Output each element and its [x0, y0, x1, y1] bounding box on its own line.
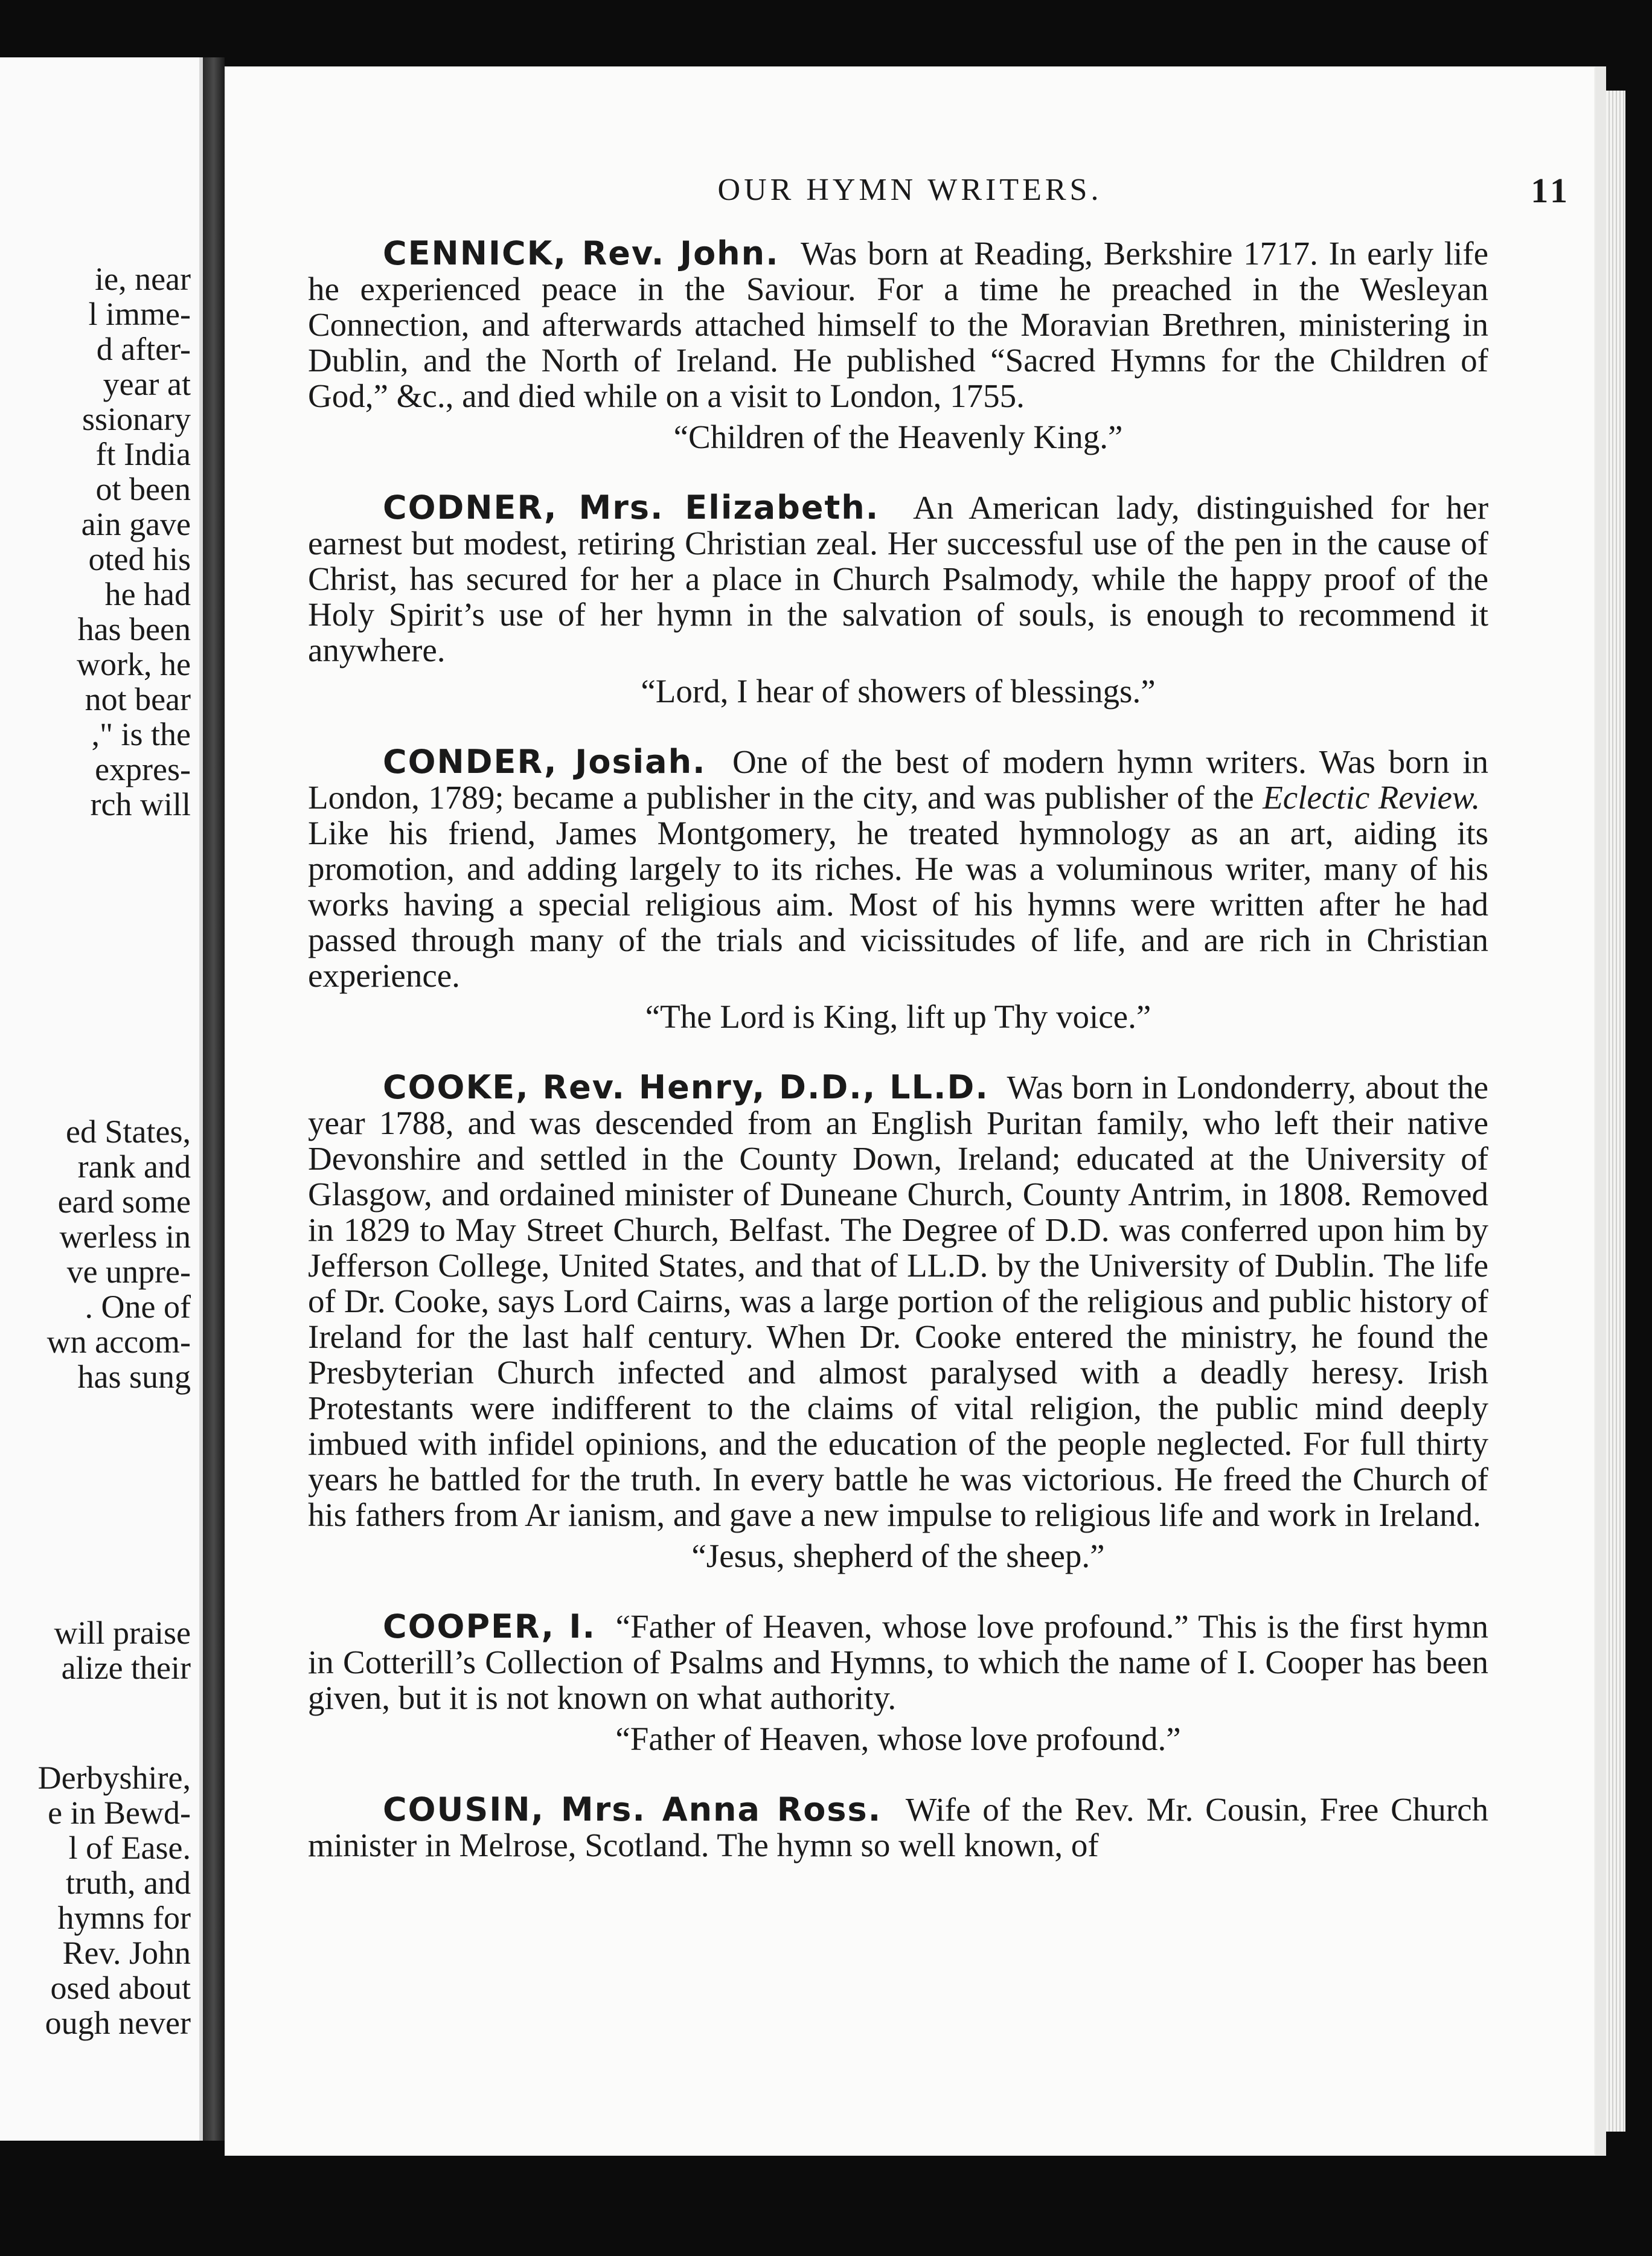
entry-cooper [308, 1609, 1488, 1758]
left-fragment: Derbyshire, [37, 1760, 191, 1796]
right-page [225, 66, 1606, 2156]
left-fragment: rch will [90, 786, 191, 822]
left-fragment: ot been [95, 471, 191, 507]
entry-name: COOPER, I. [383, 1607, 596, 1646]
left-fragment: year at [103, 366, 191, 402]
left-fragment: expres- [95, 751, 191, 787]
entry-text: Wife of the Rev. Mr. Cousin, Free Church minister in Melrose, Scotland. The hymn so well known, of [308, 1791, 1489, 1863]
left-fragment: Rev. John [62, 1935, 191, 1971]
left-fragment: . One of [85, 1289, 191, 1325]
left-fragment: ed States, [66, 1114, 191, 1150]
left-fragment: e in Bewd- [48, 1795, 191, 1831]
left-fragment: l imme- [88, 296, 191, 332]
entry-text: An American lady, distinguished for her earnest but modest, retiring Christian zeal. Her successful use of the pen in the cause of Christ, has secured for her a place in Church Psalmody, while the happy proof of the Holy Spirit’s use of her hymn in the salvation of souls, is enough to recommend it anywhere. [308, 489, 1489, 668]
left-fragment: he had [104, 576, 191, 612]
left-fragment: oted his [88, 541, 191, 577]
left-fragment: work, he [77, 646, 191, 682]
left-fragment: has been [77, 611, 191, 647]
entry-codner [308, 490, 1488, 710]
left-fragment: werless in [59, 1219, 191, 1255]
left-fragment: has sung [77, 1359, 191, 1395]
left-fragment: will praise [54, 1615, 191, 1651]
left-fragment: truth, and [66, 1865, 191, 1901]
hymn-title: “Children of the Heavenly King.” [673, 418, 1123, 455]
left-fragment: ough never [45, 2005, 191, 2041]
left-fragment: ve unpre- [66, 1254, 191, 1290]
entry-name: CODNER, Mrs. Elizabeth. [383, 489, 880, 527]
entry-text: Like his friend, James Montgomery, he treated hymnology as an art, aiding its promotion, and adding largely to its riches. He was a voluminous writer, many of his works having a special religious aim. Most of his hymns were written after he had passed through many of the trials and vicissitudes of life, and are rich in Christian experience. [308, 815, 1488, 994]
left-fragment: eard some [57, 1184, 191, 1220]
left-fragment: d after- [96, 331, 191, 367]
left-fragment: ie, near [95, 261, 191, 297]
entry-name: COOKE, Rev. Henry, D.D., LL.D. [383, 1068, 989, 1106]
hymn-title: “Jesus, shepherd of the sheep.” [691, 1537, 1105, 1574]
entry-text: One of the best of modern hymn writers. Was born in London, 1789; became a publisher in the city, and was publisher of the [308, 743, 1489, 816]
left-fragment: alize their [61, 1650, 191, 1686]
left-fragment: ," is the [91, 716, 191, 752]
left-fragment: hymns for [57, 1900, 191, 1936]
left-fragment: not bear [85, 681, 191, 717]
entry-conder [308, 744, 1488, 1036]
left-fragment: ain gave [81, 506, 191, 542]
left-fragment: osed about [50, 1970, 191, 2006]
page-content [308, 236, 1488, 1897]
entry-italic-title: Eclectic Review. [1263, 779, 1481, 816]
hymn-title: “The Lord is King, lift up Thy voice.” [645, 998, 1151, 1035]
entry-cennick [308, 236, 1488, 456]
left-fragment: ft India [95, 436, 191, 472]
left-fragment: l of Ease. [68, 1830, 191, 1866]
left-fragment: wn accom- [46, 1324, 191, 1360]
left-fragment: ssionary [82, 401, 191, 437]
entry-text: “Father of Heaven, whose love profound.” This is the first hymn in Cotterill’s Collection of Psalms and Hymns, to which the name of I. Cooper has been given, but it is not known on what authority. [308, 1608, 1489, 1716]
entry-text: Was born in Londonderry, about the year 1788, and was descended from an English Puritan family, who left their native Devonshire and settled in the County Down, Ireland; educated at the University of Glasgow, and ordained minister of Duneane Church, County Antrim, in 1808. Removed in 1829 to May Street Church, Belfast. The Degree of D.D. was conferred upon him by Jefferson College, United States, and that of LL.D. by the University of Dublin. The life of Dr. Cooke, says Lord Cairns, was a large portion of the religious and public history of Ireland for the last half century. When Dr. Cooke entered the ministry, he found the Presbyterian Church infected and almost paralysed with a deadly heresy. Irish Protestants were indifferent to the claims of vital religion, the public mind deeply imbued with infidel opinions, and the education of the people neglected. For full thirty years he battled for the truth. In every battle he was victorious. He freed the Church of his fathers from Ar ianism, and gave a new impulse to religious life and work in Ireland. [308, 1069, 1489, 1533]
entry-name: COUSIN, Mrs. Anna Ross. [383, 1790, 882, 1828]
entry-cooke [308, 1069, 1488, 1575]
hymn-title: “Lord, I hear of showers of blessings.” [641, 673, 1156, 710]
hymn-title: “Father of Heaven, whose love profound.” [615, 1720, 1181, 1757]
entry-name: CENNICK, Rev. John. [383, 234, 780, 272]
running-head: OUR HYMN WRITERS. [717, 173, 1103, 207]
left-fragment: rank and [77, 1149, 191, 1185]
entry-name: CONDER, Josiah. [383, 743, 706, 781]
entry-cousin [308, 1792, 1488, 1863]
book-gutter [203, 57, 225, 2141]
left-page [0, 57, 203, 2141]
entry-text: Was born at Reading, Berkshire 1717. In early life he experienced peace in the Saviour. For a time he preached in the Wesleyan Connection, and afterwards attached himself to the Moravian Brethren, ministering in Dublin, and the North of Ireland. He published “Sacred Hymns for the Children of God,” &c., and died while on a visit to London, 1755. [308, 235, 1489, 414]
page-number: 11 [1531, 171, 1571, 210]
